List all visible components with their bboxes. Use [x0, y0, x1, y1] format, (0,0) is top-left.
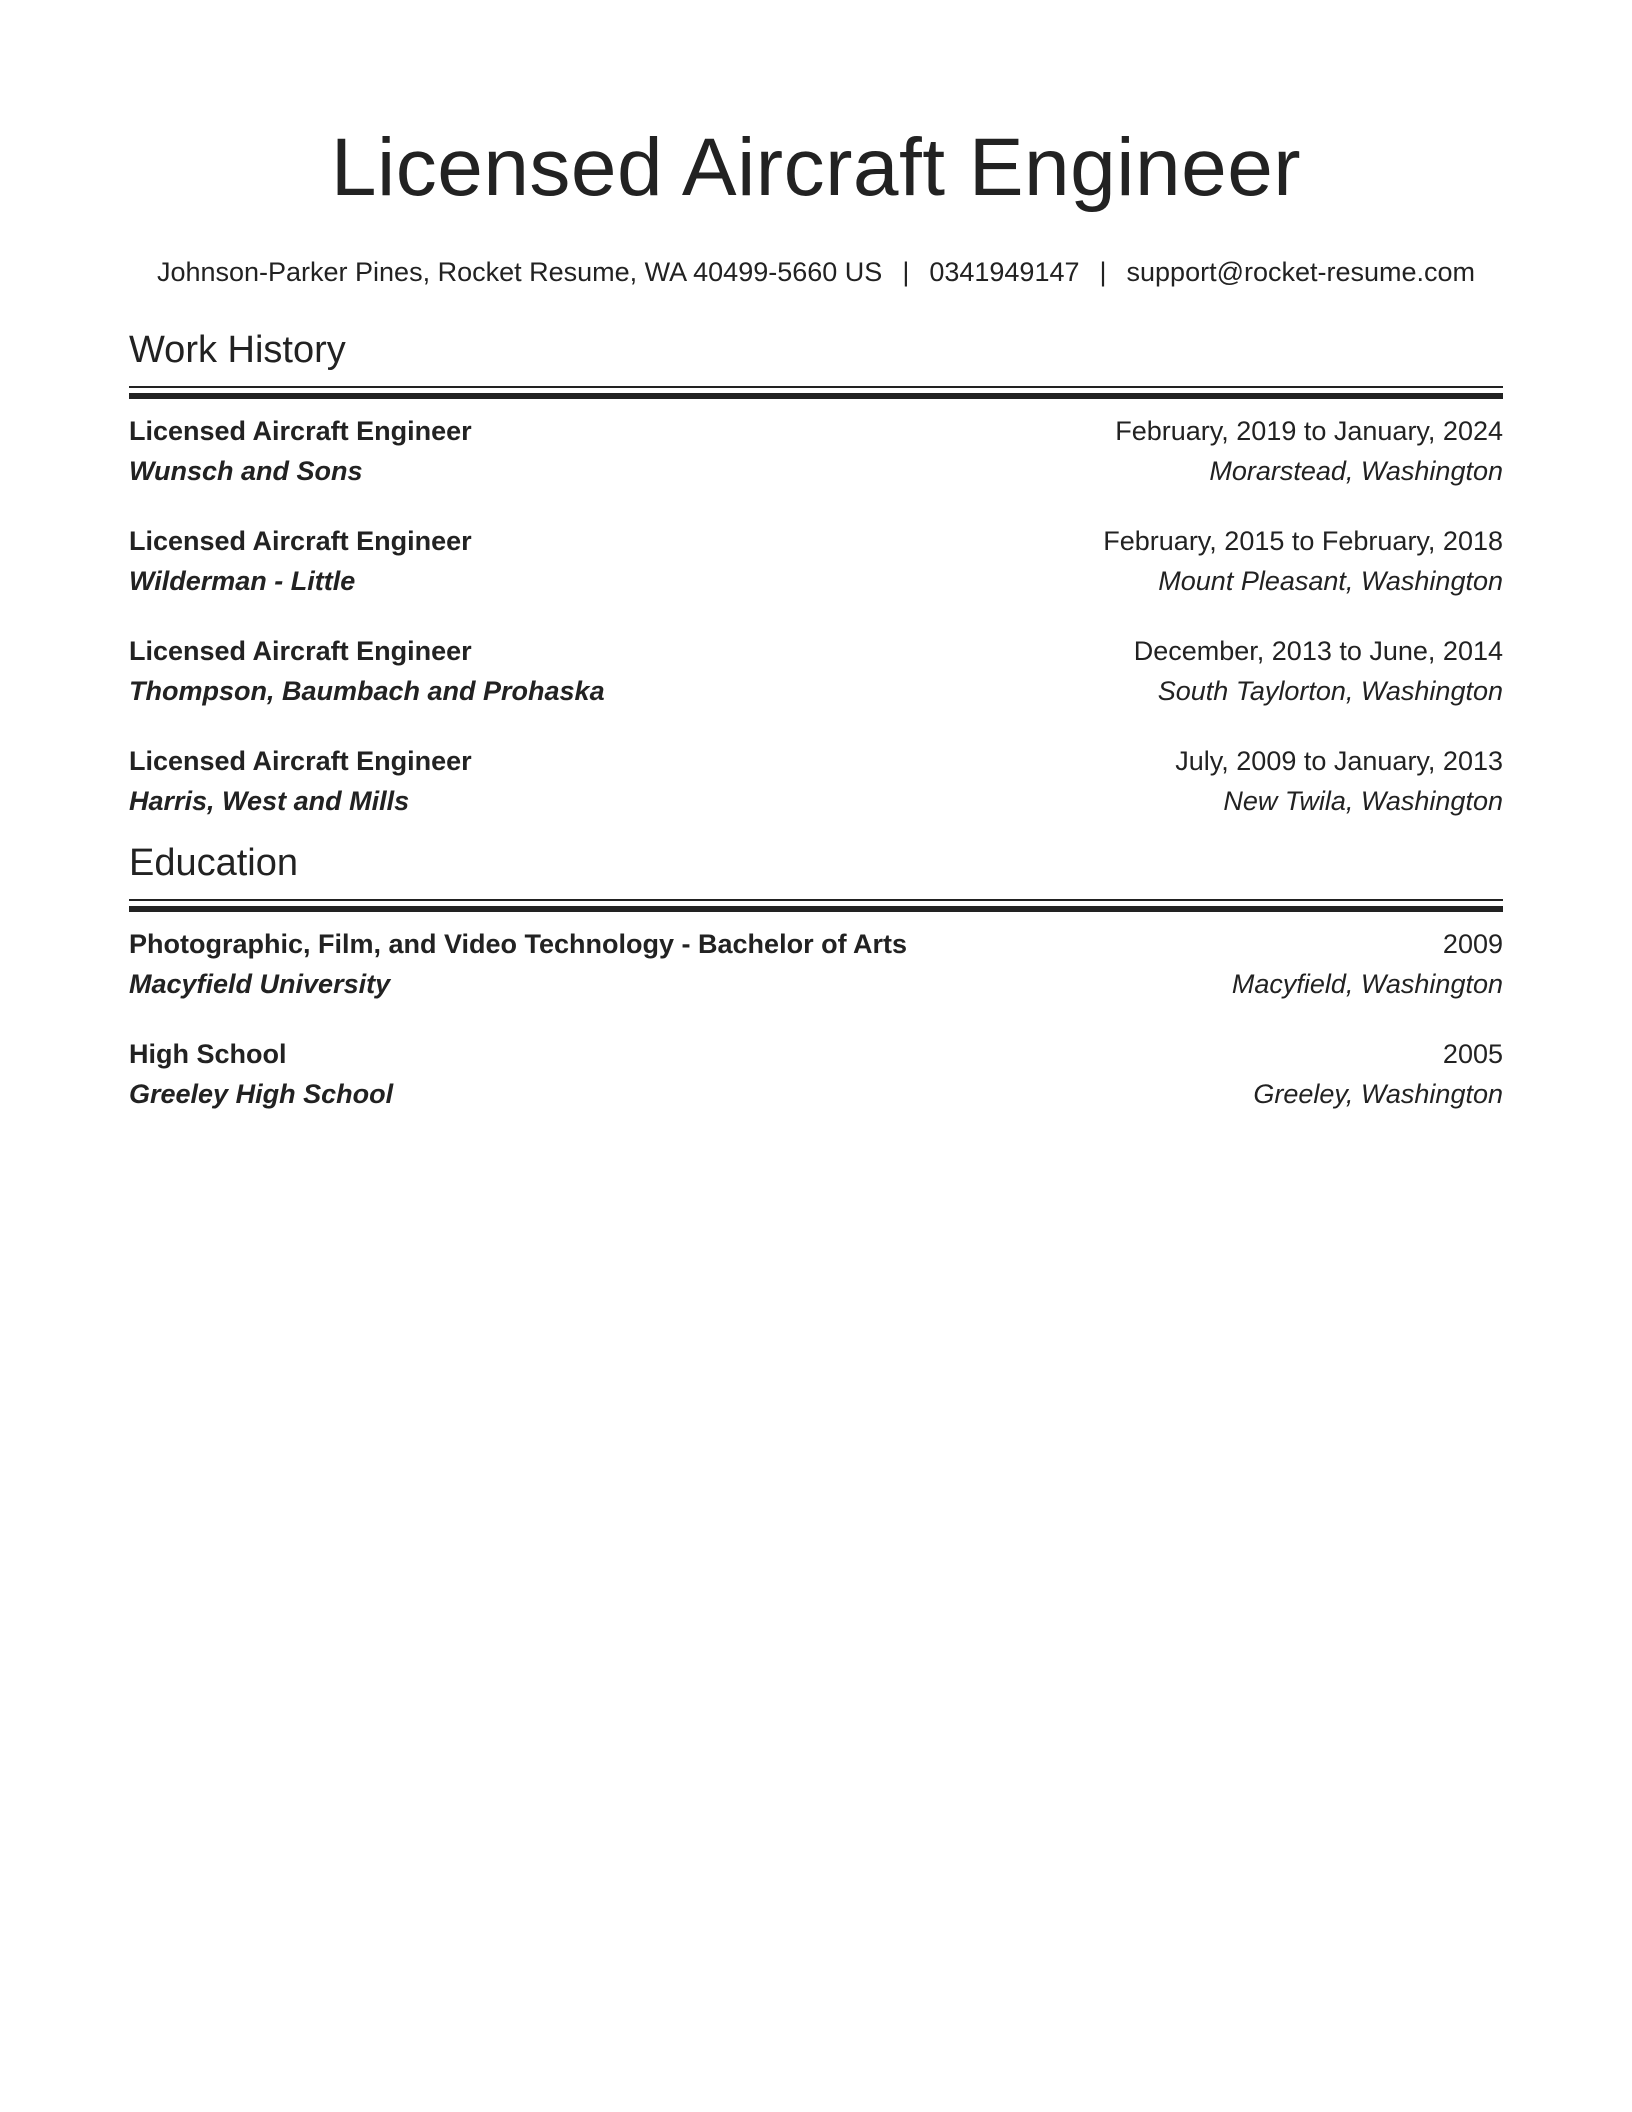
education-section [129, 839, 1503, 1114]
work-entry [129, 631, 1503, 711]
job-location: South Taylorton, Washington [1157, 676, 1503, 706]
school-location: Greeley, Washington [1253, 1079, 1503, 1109]
job-dates: February, 2015 to February, 2018 [1103, 526, 1503, 556]
degree-title: High School [129, 1039, 287, 1069]
work-history-section [129, 326, 1503, 821]
job-location: Morarstead, Washington [1209, 456, 1503, 486]
degree-title: Photographic, Film, and Video Technology - Bachelor of Arts [129, 929, 908, 959]
section-divider [129, 899, 1503, 912]
contact-line [129, 254, 1503, 290]
section-heading-education: Education [129, 842, 299, 884]
company-name: Thompson, Baumbach and Prohaska [129, 676, 605, 706]
job-title: Licensed Aircraft Engineer [129, 636, 472, 666]
school-name: Greeley High School [129, 1079, 394, 1109]
section-heading-work-history: Work History [129, 329, 346, 371]
school-name: Macyfield University [129, 969, 391, 999]
job-location: Mount Pleasant, Washington [1158, 566, 1503, 596]
education-entry [129, 1034, 1503, 1114]
contact-email: support@rocket-resume.com [1126, 257, 1476, 287]
school-location: Macyfield, Washington [1231, 969, 1503, 999]
contact-separator: | [902, 257, 910, 287]
graduation-year: 2005 [1442, 1039, 1503, 1069]
work-entry [129, 741, 1503, 821]
job-title: Licensed Aircraft Engineer [129, 416, 472, 446]
work-entry [129, 411, 1503, 491]
job-dates: July, 2009 to January, 2013 [1175, 746, 1503, 776]
job-dates: February, 2019 to January, 2024 [1115, 416, 1503, 446]
job-title: Licensed Aircraft Engineer [129, 746, 472, 776]
work-entry [129, 521, 1503, 601]
company-name: Wunsch and Sons [129, 456, 363, 486]
section-divider [129, 386, 1503, 399]
job-dates: December, 2013 to June, 2014 [1133, 636, 1503, 666]
job-title: Licensed Aircraft Engineer [129, 526, 472, 556]
contact-phone: 0341949147 [929, 257, 1080, 287]
company-name: Wilderman - Little [129, 566, 356, 596]
job-location: New Twila, Washington [1223, 786, 1503, 816]
resume-title: Licensed Aircraft Engineer [330, 122, 1302, 213]
company-name: Harris, West and Mills [129, 786, 410, 816]
contact-address: Johnson-Parker Pines, Rocket Resume, WA 40499-5660 US [156, 257, 883, 287]
education-entry [129, 924, 1503, 1004]
contact-separator: | [1099, 257, 1107, 287]
graduation-year: 2009 [1442, 929, 1503, 959]
